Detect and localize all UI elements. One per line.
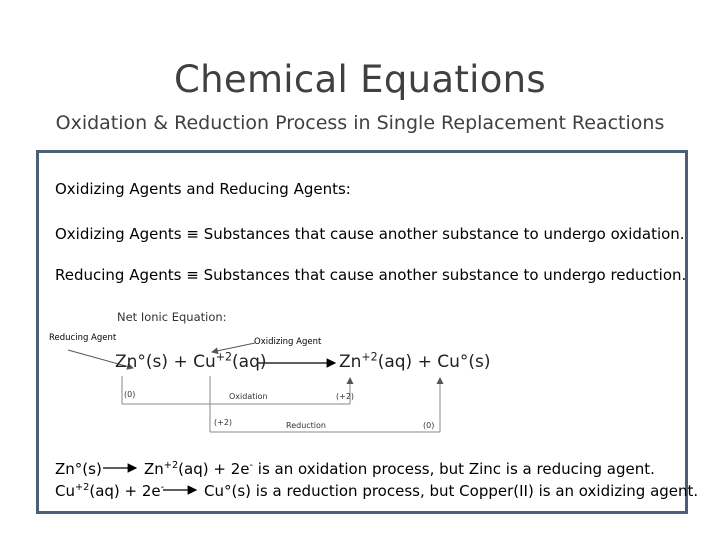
ox-state-cu-product: (0) [423, 421, 435, 430]
oxidizing-agent-label: Oxidizing Agent [254, 337, 322, 347]
summary-line-2-right: Cu°(s) is a reduction process, but Copper(II) is an oxidizing agent. [204, 482, 699, 500]
oxidation-label: Oxidation [229, 392, 268, 401]
reduction-label: Reduction [286, 421, 326, 430]
summary-line-2-left: $Cu^{+2}(aq) + 2e^-$ [55, 482, 165, 500]
products: $Zn^{+2}(aq) + Cu^\circ(s)$ [339, 350, 491, 372]
slide-title: Chemical Equations [174, 58, 546, 101]
reducing-term: Reducing Agents [55, 266, 182, 284]
slide-subtitle: Oxidation & Reduction Process in Single Replacement Reactions [55, 112, 665, 134]
summary-line-1-left: Zn°(s) [55, 460, 102, 478]
agents-heading: Oxidizing Agents and Reducing Agents: [55, 180, 351, 198]
equivalence-symbol: ≡ [186, 266, 199, 284]
equivalence-symbol: ≡ [186, 225, 199, 243]
reducing-text: Substances that cause another substance to undergo reduction. [203, 266, 687, 284]
oxidizing-text: Substances that cause another substance to undergo oxidation. [203, 225, 685, 243]
ox-state-cu-reactant: (+2) [214, 418, 233, 427]
reducing-agent-label: Reducing Agent [49, 333, 117, 343]
summary-line-1-right: $Zn^{+2}(aq) + 2e^-$ is an oxidation process, but Zinc is a reducing agent. [144, 460, 655, 478]
reactants: $Zn^\circ(s) + Cu^{+2}(aq)$ [115, 350, 267, 372]
oxidizing-term: Oxidizing Agents [55, 225, 182, 243]
ox-state-zn-reactant: (0) [124, 390, 136, 399]
net-ionic-label: Net Ionic Equation: [117, 310, 227, 324]
ox-state-zn-product: (+2) [336, 392, 355, 401]
